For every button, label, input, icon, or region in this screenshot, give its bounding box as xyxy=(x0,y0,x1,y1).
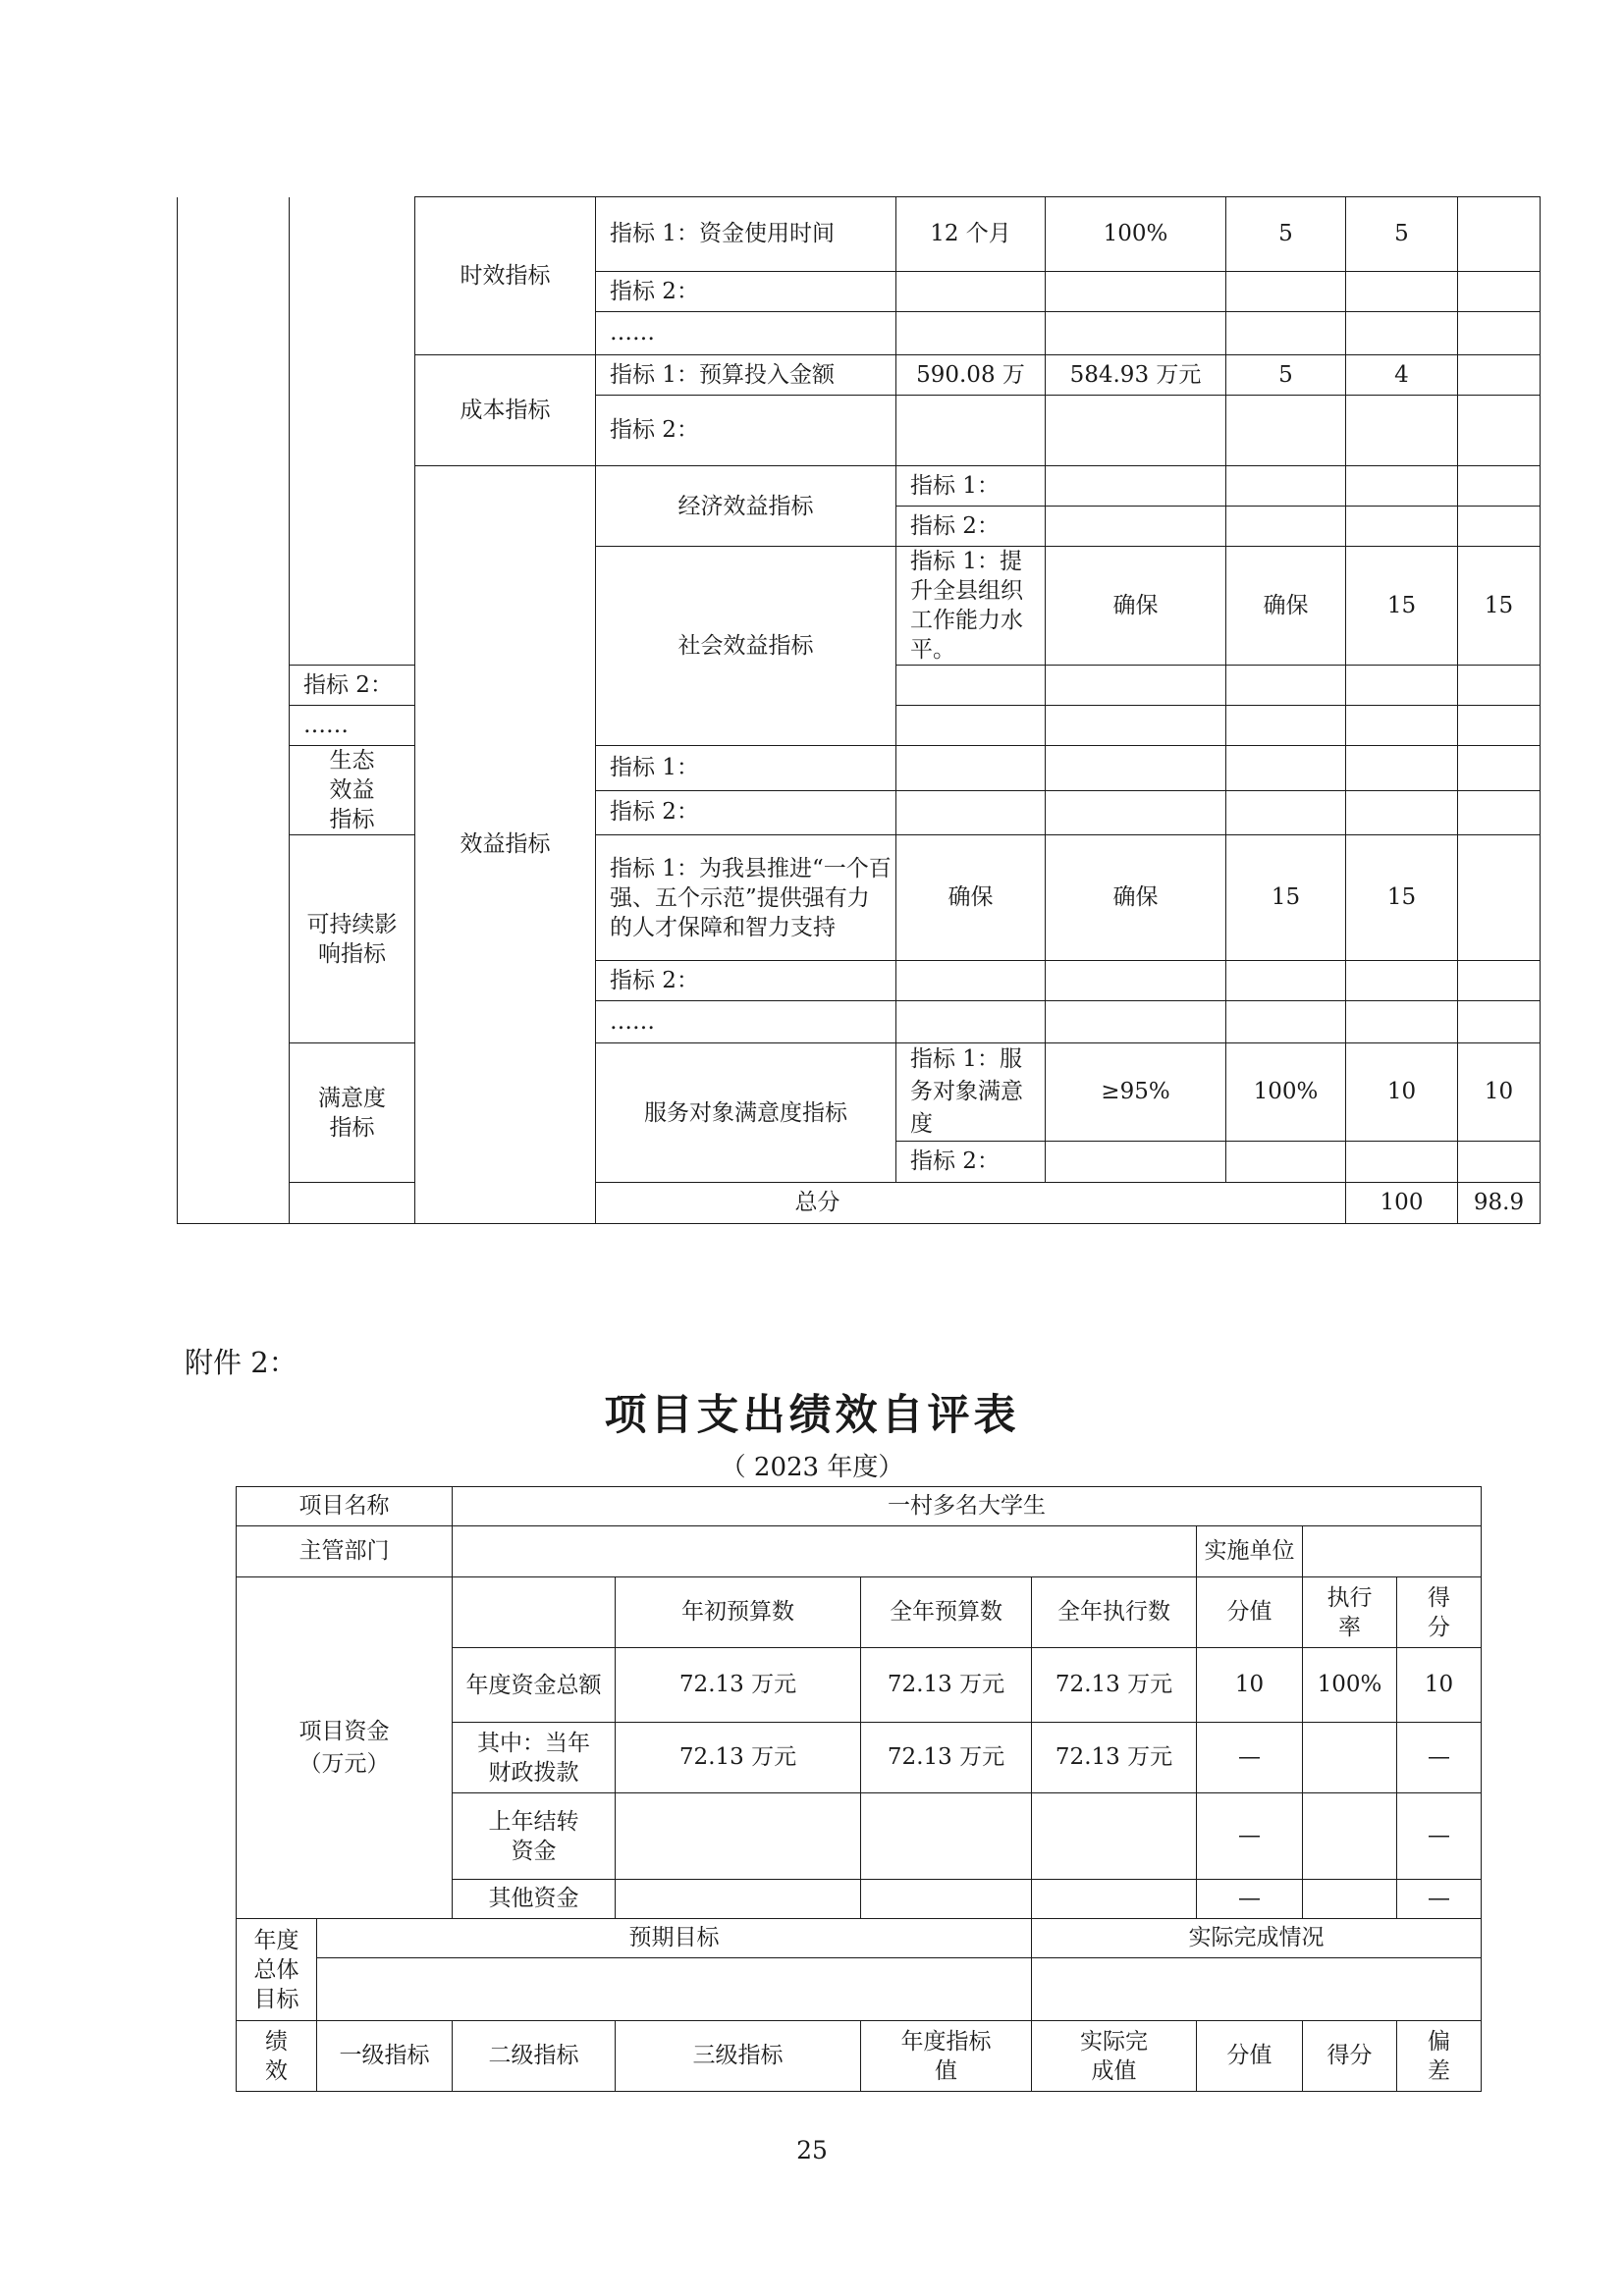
page-number: 25 xyxy=(796,2136,828,2164)
weight-cell xyxy=(1226,706,1346,746)
impl-label: 实施单位 xyxy=(1197,1526,1303,1577)
perf-header-target: 年度指标值 xyxy=(861,2021,1032,2092)
score-cell: 10 xyxy=(1458,1043,1541,1142)
actual-cell xyxy=(1046,272,1226,312)
score-cell xyxy=(1346,706,1458,746)
weight-cell xyxy=(1346,466,1458,507)
deviation-cell xyxy=(1458,197,1541,272)
funds-annual xyxy=(861,1793,1032,1880)
expected-goal-label: 预期目标 xyxy=(317,1919,1032,1958)
self-evaluation-table xyxy=(236,1486,1482,2092)
table-row xyxy=(178,835,1541,961)
table-row xyxy=(237,1487,1482,1526)
weight-cell xyxy=(1226,1001,1346,1043)
weight-cell: 15 xyxy=(1346,547,1458,666)
indicator-table-continued xyxy=(177,196,1541,1224)
header-rate: 执行率 xyxy=(1303,1577,1397,1648)
target-cell xyxy=(896,961,1046,1001)
target-cell xyxy=(896,706,1046,746)
level3-label: 服务对象满意度指标 xyxy=(596,1043,896,1183)
score-cell xyxy=(1346,396,1458,466)
indicator-cell: 指标 1：预算投入金额 xyxy=(596,355,896,396)
indicator-cell: 指标 2： xyxy=(596,272,896,312)
dept-value xyxy=(453,1526,1197,1577)
funds-row-label: 年度资金总额 xyxy=(453,1648,616,1723)
deviation-cell xyxy=(1458,961,1541,1001)
indicator-cell: 指标 2： xyxy=(596,961,896,1001)
target-cell xyxy=(896,396,1046,466)
funds-score: — xyxy=(1397,1793,1482,1880)
target-cell xyxy=(896,272,1046,312)
indicator-cell: …… xyxy=(596,312,896,355)
target-cell: 确保 xyxy=(1046,547,1226,666)
funds-initial: 72.13 万元 xyxy=(616,1648,861,1723)
target-cell xyxy=(896,790,1046,835)
annual-goal-label: 年度总体目标 xyxy=(237,1919,317,2021)
funds-row-label: 上年结转资金 xyxy=(453,1793,616,1880)
actual-cell xyxy=(1046,746,1226,791)
actual-cell xyxy=(1046,312,1226,355)
header-annual: 全年预算数 xyxy=(861,1577,1032,1648)
target-cell xyxy=(896,312,1046,355)
funds-rate xyxy=(1303,1793,1397,1880)
table-row xyxy=(237,1958,1482,2021)
indicator-cell: 指标 2： xyxy=(596,396,896,466)
funds-annual: 72.13 万元 xyxy=(861,1648,1032,1723)
score-cell xyxy=(1346,312,1458,355)
funds-executed: 72.13 万元 xyxy=(1032,1723,1197,1793)
indicator-cell: 指标 2： xyxy=(290,666,415,706)
project-name-label: 项目名称 xyxy=(237,1487,453,1526)
target-cell xyxy=(896,746,1046,791)
score-cell: 15 xyxy=(1346,835,1458,961)
total-label: 总分 xyxy=(290,1183,1346,1224)
funds-annual xyxy=(861,1880,1032,1919)
project-name-value: 一村多名大学生 xyxy=(453,1487,1482,1526)
funds-score: 10 xyxy=(1397,1648,1482,1723)
funds-executed xyxy=(1032,1880,1197,1919)
indicator-cell: 指标 1：提升全县组织工作能力水平。 xyxy=(896,547,1046,666)
weight-cell xyxy=(1226,790,1346,835)
perf-header-weight: 分值 xyxy=(1197,2021,1303,2092)
score-cell xyxy=(1346,1001,1458,1043)
weight-cell xyxy=(1226,396,1346,466)
score-cell: 4 xyxy=(1346,355,1458,396)
actual-cell xyxy=(1046,1001,1226,1043)
deviation-cell xyxy=(1458,355,1541,396)
funds-executed: 72.13 万元 xyxy=(1032,1648,1197,1723)
deviation-cell xyxy=(1458,666,1541,706)
weight-cell: 5 xyxy=(1226,197,1346,272)
funds-rate: 100% xyxy=(1303,1648,1397,1723)
header-initial: 年初预算数 xyxy=(616,1577,861,1648)
table-row xyxy=(178,197,1541,272)
actual-cell xyxy=(1226,466,1346,507)
funds-annual: 72.13 万元 xyxy=(861,1723,1032,1793)
table-row xyxy=(178,746,1541,791)
level3-label: 经济效益指标 xyxy=(596,466,896,547)
weight-cell xyxy=(1346,507,1458,547)
target-cell: 590.08 万 xyxy=(896,355,1046,396)
actual-cell: 100% xyxy=(1226,1043,1346,1142)
level2-cell xyxy=(290,197,415,666)
funds-weight: — xyxy=(1197,1880,1303,1919)
weight-cell xyxy=(1226,272,1346,312)
indicator-cell: 指标 1：服务对象满意度 xyxy=(896,1043,1046,1142)
deviation-cell xyxy=(1458,312,1541,355)
perf-header-score: 得分 xyxy=(1303,2021,1397,2092)
deviation-cell xyxy=(1458,706,1541,746)
target-cell xyxy=(896,666,1046,706)
indicator-cell: 指标 1： xyxy=(596,746,896,791)
indicator-cell: …… xyxy=(290,706,415,746)
level3-label: 成本指标 xyxy=(415,355,596,466)
dept-label: 主管部门 xyxy=(237,1526,453,1577)
score-cell xyxy=(1458,466,1541,507)
funds-initial: 72.13 万元 xyxy=(616,1723,861,1793)
funds-row-label: 其中：当年财政拨款 xyxy=(453,1723,616,1793)
header-executed: 全年执行数 xyxy=(1032,1577,1197,1648)
form-year: （ 2023 年度） xyxy=(720,1453,904,1482)
benefit-level2-label: 效益指标 xyxy=(415,466,596,1224)
actual-completion-label: 实际完成情况 xyxy=(1032,1919,1482,1958)
table-row xyxy=(237,1577,1482,1648)
actual-cell xyxy=(1046,961,1226,1001)
target-cell xyxy=(1046,466,1226,507)
deviation-cell xyxy=(1458,746,1541,791)
actual-cell: 确保 xyxy=(1226,547,1346,666)
actual-cell xyxy=(1046,706,1226,746)
total-weight: 100 xyxy=(1346,1183,1458,1224)
funds-rate xyxy=(1303,1723,1397,1793)
score-cell xyxy=(1346,272,1458,312)
indicator-cell: 指标 2： xyxy=(596,790,896,835)
weight-cell xyxy=(1226,746,1346,791)
weight-cell xyxy=(1226,961,1346,1001)
target-cell xyxy=(1046,1142,1226,1183)
table-row xyxy=(237,1526,1482,1577)
level3-label: 时效指标 xyxy=(415,197,596,355)
actual-cell xyxy=(1046,666,1226,706)
score-cell: 15 xyxy=(1458,547,1541,666)
indicator-cell: 指标 2： xyxy=(896,1142,1046,1183)
funds-executed xyxy=(1032,1793,1197,1880)
perf-header-level2: 二级指标 xyxy=(453,2021,616,2092)
deviation-cell xyxy=(1458,1001,1541,1043)
perf-header-level3: 三级指标 xyxy=(616,2021,861,2092)
funds-row-label: 其他资金 xyxy=(453,1880,616,1919)
actual-cell xyxy=(1046,396,1226,466)
score-cell xyxy=(1458,507,1541,547)
level3-label: 社会效益指标 xyxy=(596,547,896,746)
score-cell xyxy=(1346,961,1458,1001)
score-cell xyxy=(1346,666,1458,706)
perf-header-actual: 实际完成值 xyxy=(1032,2021,1197,2092)
funds-weight: — xyxy=(1197,1723,1303,1793)
header-weight: 分值 xyxy=(1197,1577,1303,1648)
funds-rate xyxy=(1303,1880,1397,1919)
deviation-cell xyxy=(1458,396,1541,466)
weight-cell: 10 xyxy=(1346,1043,1458,1142)
score-cell xyxy=(1458,1142,1541,1183)
actual-cell: 确保 xyxy=(1046,835,1226,961)
funds-weight: 10 xyxy=(1197,1648,1303,1723)
deviation-cell xyxy=(1458,272,1541,312)
total-row xyxy=(178,1183,1541,1224)
table-row xyxy=(237,2021,1482,2092)
score-cell: 5 xyxy=(1346,197,1458,272)
weight-cell xyxy=(1226,666,1346,706)
satisfaction-level2-label: 满意度指标 xyxy=(290,1043,415,1183)
target-cell: 12 个月 xyxy=(896,197,1046,272)
form-title: 项目支出绩效自评表 xyxy=(604,1391,1020,1440)
impl-value xyxy=(1303,1526,1482,1577)
funds-label xyxy=(237,1577,453,1919)
actual-cell: 584.93 万元 xyxy=(1046,355,1226,396)
score-cell xyxy=(1346,746,1458,791)
actual-cell xyxy=(1226,507,1346,547)
performance-label: 绩效 xyxy=(237,2021,317,2092)
annex-label: 附件 2： xyxy=(185,1346,298,1379)
target-cell xyxy=(896,1001,1046,1043)
header-score: 得分 xyxy=(1397,1577,1482,1648)
blank-header-cell xyxy=(453,1577,616,1648)
deviation-cell xyxy=(1458,790,1541,835)
table-row xyxy=(178,1043,1541,1142)
deviation-cell xyxy=(1458,835,1541,961)
indicator-cell: 指标 2： xyxy=(896,507,1046,547)
weight-cell xyxy=(1226,312,1346,355)
funds-initial xyxy=(616,1793,861,1880)
total-score: 98.9 xyxy=(1458,1183,1541,1224)
level3-label: 可持续影响指标 xyxy=(290,835,415,1043)
weight-cell: 15 xyxy=(1226,835,1346,961)
actual-completion-value xyxy=(1032,1958,1482,2021)
actual-cell: 100% xyxy=(1046,197,1226,272)
perf-header-deviation: 偏差 xyxy=(1397,2021,1482,2092)
funds-score: — xyxy=(1397,1723,1482,1793)
level3-label: 生态效益指标 xyxy=(290,746,415,835)
target-cell: ≥95% xyxy=(1046,1043,1226,1142)
table-row xyxy=(237,1919,1482,1958)
actual-cell xyxy=(1046,790,1226,835)
weight-cell xyxy=(1346,1142,1458,1183)
funds-weight: — xyxy=(1197,1793,1303,1880)
funds-score: — xyxy=(1397,1880,1482,1919)
level1-cell xyxy=(178,197,290,1224)
indicator-cell: …… xyxy=(596,1001,896,1043)
indicator-cell: 指标 1：为我县推进“一个百强、五个示范”提供强有力的人才保障和智力支持 xyxy=(596,835,896,961)
expected-goal-value xyxy=(317,1958,1032,2021)
funds-label-line1: 项目资金 xyxy=(298,1718,390,1744)
weight-cell: 5 xyxy=(1226,355,1346,396)
indicator-cell: 指标 1：资金使用时间 xyxy=(596,197,896,272)
target-cell xyxy=(1046,507,1226,547)
funds-initial xyxy=(616,1880,861,1919)
target-cell: 确保 xyxy=(896,835,1046,961)
actual-cell xyxy=(1226,1142,1346,1183)
indicator-cell: 指标 1： xyxy=(896,466,1046,507)
perf-header-level1: 一级指标 xyxy=(317,2021,453,2092)
funds-label-line2: （万元） xyxy=(298,1750,390,1777)
score-cell xyxy=(1346,790,1458,835)
